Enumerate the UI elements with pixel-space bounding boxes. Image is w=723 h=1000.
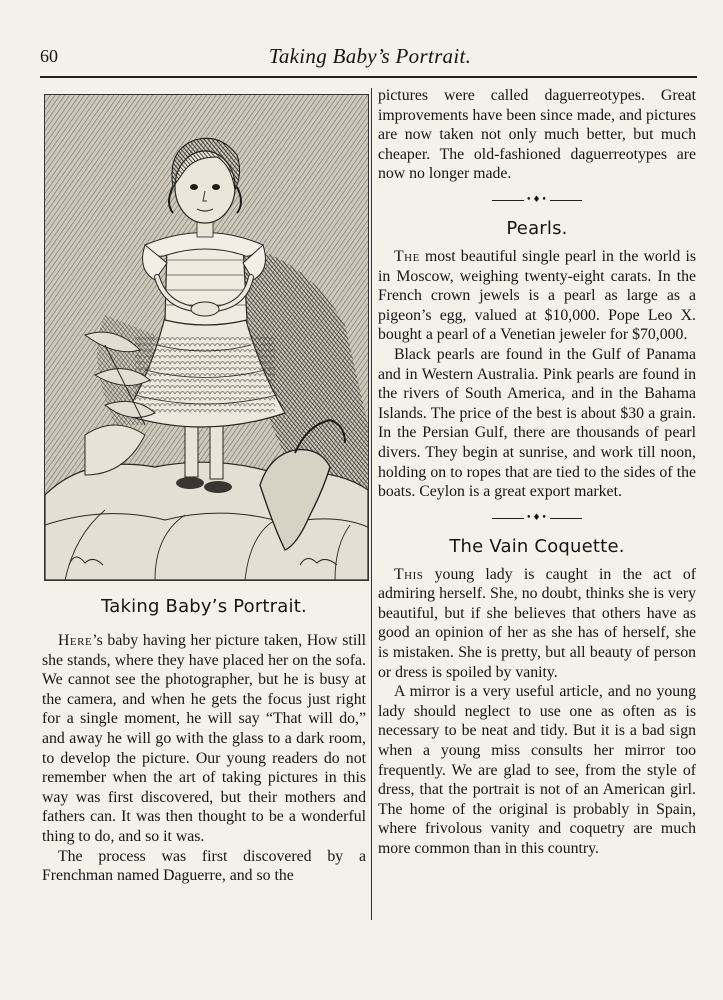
header-rule (40, 76, 697, 78)
article-paragraph (42, 631, 366, 847)
paragraph-lead-word: The (394, 247, 420, 265)
article-continuation: pictures were called daguerreotypes. Great improvements have been since made, and pictures are now taken not only much better, but much cheaper. The old-fashioned daguerreotypes are now no longer made. (378, 87, 696, 183)
running-title: Taking Baby’s Portrait. (268, 44, 472, 68)
page-number: 60 (40, 46, 58, 66)
article-paragraph (378, 247, 696, 345)
column-divider (371, 88, 372, 920)
article-paragraph: A mirror is a very useful article, and no young lady should neglect to use one as often as is necessary to be neat and tidy. But it is a bad sign when a young miss consults her mirror too frequently. We are glad to see, from the style of dress, that the portrait is not of an American girl. The home of the original is probably in Spain, where frivolous vanity and coquetry are much more common than in this country. (378, 683, 696, 857)
ornament-line (550, 518, 582, 519)
paragraph-text: young lady is caught in the act of admiring herself. She, no doubt, thinks she is very beautiful, but if she believes that others have as good an opinion of her as she has of herself, she is mistaken. She is pretty, but all beauty of person or dress is spoiled by vanity. (378, 565, 696, 681)
section-ornament (378, 194, 696, 208)
ornament-dots: •♦• (526, 195, 548, 206)
ornament-line (492, 200, 524, 201)
section-ornament (378, 512, 696, 526)
ornament-line (550, 200, 582, 201)
article-paragraph: The process was first discovered by a Frenchman named Daguerre, and so the (42, 847, 366, 885)
paragraph-text: most beautiful single pearl in the world is in Moscow, weighing twenty-eight carats. In the French crown jewels is a pearl as large as a pigeon’s egg, valued at $10,000. Pope Leo X. bought a pearl of a Venetian jeweler for $70,000. (378, 247, 696, 344)
article-heading-taking-babys-portrait: Taking Baby’s Portrait. (101, 596, 307, 617)
paragraph-text: ’s baby having her picture taken, How still she stands, where they have placed her on the sofa. We cannot see the photographer, but he is busy at the camera, and when he gets the focus just right for a single moment, he will say “That will do,” and away he will go with the glass to a dark room, to develop the picture. Our young readers do not remember when the art of taking pictures in this way was first discovered, but their mothers and fathers can. It was then thought to be a wonderful thing to do, and so it was. (42, 632, 366, 845)
article-heading-vain-coquette: The Vain Coquette. (449, 535, 625, 557)
engraving-child-standing-on-sofa-icon (44, 94, 369, 581)
article-paragraph (378, 565, 696, 683)
article-heading-pearls: Pearls. (506, 217, 568, 239)
right-column (378, 86, 696, 859)
article-paragraph: Black pearls are found in the Gulf of Panama and in Western Australia. Pink pearls are found in the rivers of South America, and in the Bahama Islands. The price of the best is about $30 a grain. In the Persian Gulf, there are thousands of pearl divers. They begin at sunrise, and work till noon, holding on to ropes that are tied to the sides of the boats. Ceylon is a great export market. (378, 345, 696, 501)
left-column (42, 596, 366, 886)
ornament-line (492, 518, 524, 519)
ornament-dots: •♦• (526, 513, 548, 524)
paragraph-lead-word: Here (58, 632, 93, 649)
paragraph-lead-word: This (394, 565, 424, 583)
page-header (40, 44, 700, 74)
